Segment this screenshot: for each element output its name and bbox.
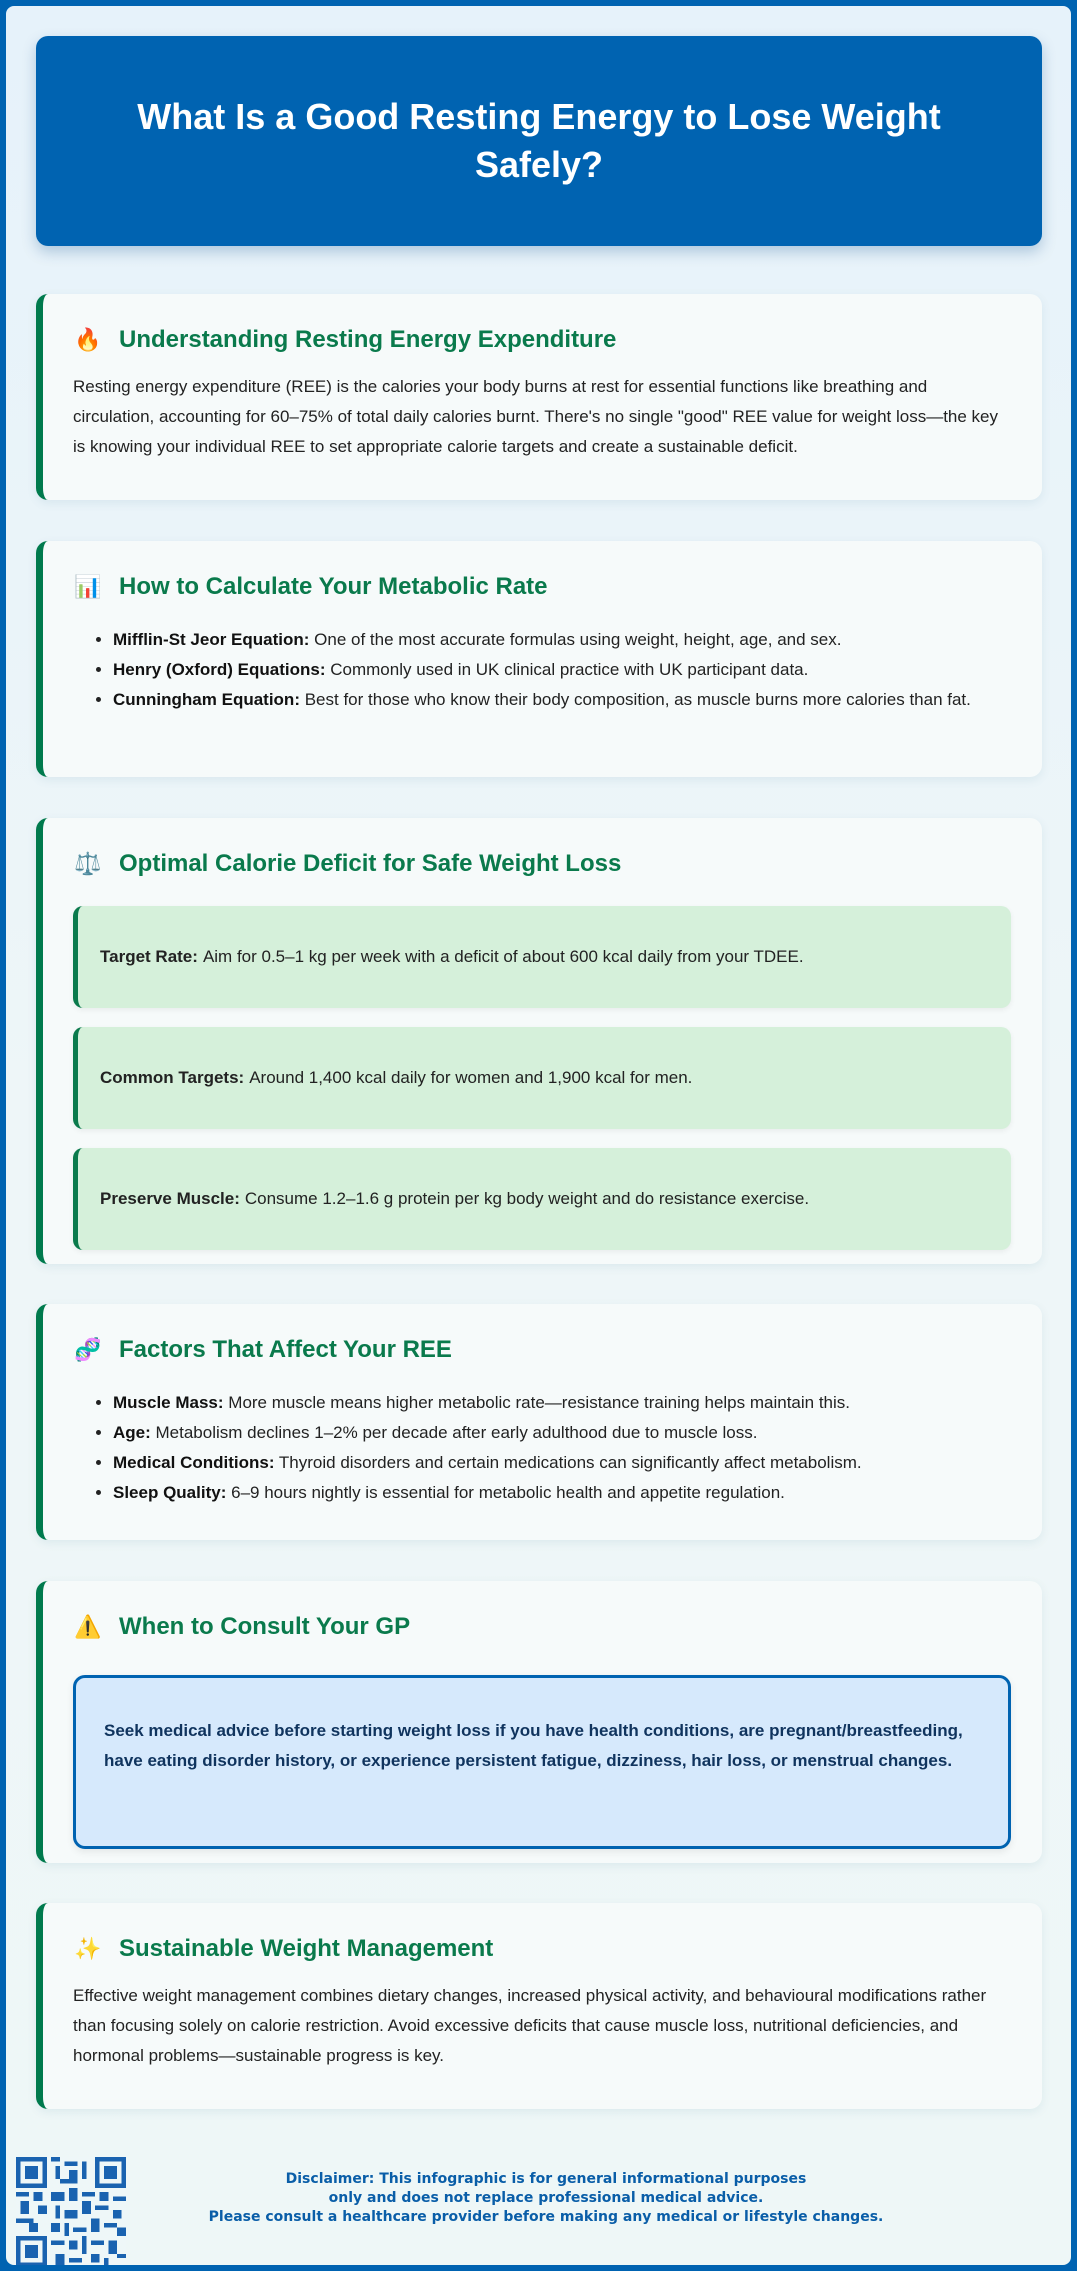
fire-icon: 🔥 [74, 327, 102, 352]
section-title: Optimal Calorie Deficit for Safe Weight Loss [119, 850, 622, 877]
tip-text: Around 1,400 kcal daily for women and 1,900 kcal for men. [249, 1068, 693, 1087]
list-item [113, 655, 1012, 685]
tip-common-targets [73, 1027, 1011, 1129]
sparkles-icon: ✨ [74, 1936, 102, 1961]
tip-label: Common Targets: [100, 1068, 245, 1087]
header-banner [36, 36, 1042, 246]
section-sustainable-management [36, 1903, 1042, 2109]
list-item [113, 1388, 1012, 1418]
disclaimer-line-3: Please consult a healthcare provider before making any medical or lifestyle changes. [208, 2209, 884, 2225]
disclaimer-text [146, 2170, 946, 2227]
warning-icon: ⚠️ [74, 1614, 102, 1639]
section-title: Sustainable Weight Management [119, 1935, 494, 1962]
section-title: How to Calculate Your Metabolic Rate [119, 573, 548, 600]
footer [6, 2154, 1077, 2270]
list-item [113, 1418, 1012, 1448]
section-consult-gp [36, 1581, 1042, 1863]
section-body: Effective weight management combines dietary changes, increased physical activity, and behavioural modifications rather than focusing solely on calorie restriction. Avoid excessive deficits that cause muscle loss, nutritional deficiencies, and hormonal problems—sustainable progress is key. [73, 1986, 987, 2065]
section-header [73, 322, 1012, 358]
list-item [113, 625, 1012, 655]
item-label: Sleep Quality: [113, 1483, 227, 1502]
section-factors-ree [36, 1304, 1042, 1540]
section-header [73, 569, 1012, 605]
item-text: Best for those who know their body composition, as muscle burns more calories than fat. [304, 690, 971, 709]
tip-label: Target Rate: [100, 947, 198, 966]
list-item [113, 1478, 1012, 1508]
section-header [73, 1609, 1012, 1645]
factors-list [73, 1388, 1012, 1508]
item-text: Thyroid disorders and certain medications can significantly affect metabolism. [278, 1453, 862, 1472]
tip-preserve-muscle [73, 1148, 1011, 1250]
section-title: When to Consult Your GP [119, 1613, 411, 1640]
tip-label: Preserve Muscle: [100, 1189, 240, 1208]
disclaimer-line-1: This infographic is for general informational purposes [379, 2171, 807, 2187]
section-header [73, 1931, 1012, 1967]
section-title: Factors That Affect Your REE [119, 1336, 452, 1363]
item-label: Cunningham Equation: [113, 690, 300, 709]
page-title: What Is a Good Resting Energy to Lose Weight Safely? [137, 96, 941, 185]
disclaimer-line-2: only and does not replace professional medical advice. [328, 2190, 764, 2206]
item-label: Age: [113, 1423, 151, 1442]
item-label: Muscle Mass: [113, 1393, 224, 1412]
item-text: Metabolism declines 1–2% per decade after early adulthood due to muscle loss. [155, 1423, 758, 1442]
section-calculate-metabolic-rate [36, 541, 1042, 777]
tip-text: Aim for 0.5–1 kg per week with a deficit of about 600 kcal daily from your TDEE. [202, 947, 804, 966]
item-text: One of the most accurate formulas using weight, height, age, and sex. [314, 630, 842, 649]
tip-target-rate [73, 906, 1011, 1008]
item-text: More muscle means higher metabolic rate—resistance training helps maintain this. [228, 1393, 851, 1412]
equation-list [73, 625, 1012, 715]
section-understanding-ree [36, 294, 1042, 500]
list-item [113, 685, 1013, 715]
tip-text: Consume 1.2–1.6 g protein per kg body weight and do resistance exercise. [244, 1189, 810, 1208]
item-label: Medical Conditions: [113, 1453, 275, 1472]
section-title: Understanding Resting Energy Expenditure [119, 326, 617, 353]
disclaimer-label: Disclaimer: [285, 2171, 375, 2187]
medical-alert-box [73, 1675, 1011, 1849]
qr-code-icon[interactable] [16, 2156, 126, 2268]
item-text: 6–9 hours nightly is essential for metabolic health and appetite regulation. [231, 1483, 785, 1502]
section-calorie-deficit [36, 818, 1042, 1264]
item-label: Henry (Oxford) Equations: [113, 660, 326, 679]
dna-icon: 🧬 [74, 1337, 102, 1362]
list-item [113, 1448, 1012, 1478]
balance-scale-icon: ⚖️ [74, 851, 102, 876]
item-label: Mifflin-St Jeor Equation: [113, 630, 310, 649]
section-header [73, 846, 1012, 882]
item-text: Commonly used in UK clinical practice with UK participant data. [330, 660, 809, 679]
section-body: Resting energy expenditure (REE) is the calories your body burns at rest for essential functions like breathing and circulation, accounting for 60–75% of total daily calories burnt. There's no single "good" REE value for weight loss—the key is knowing your individual REE to set appropriate calorie targets and create a sustainable deficit. [73, 377, 999, 456]
section-header [73, 1332, 1012, 1368]
alert-text: Seek medical advice before starting weight loss if you have health conditions, are pregnant/breastfeeding, have eating disorder history, or experience persistent fatigue, dizziness, hair loss, or menstrual changes. [104, 1721, 963, 1770]
bar-chart-icon: 📊 [74, 574, 102, 599]
